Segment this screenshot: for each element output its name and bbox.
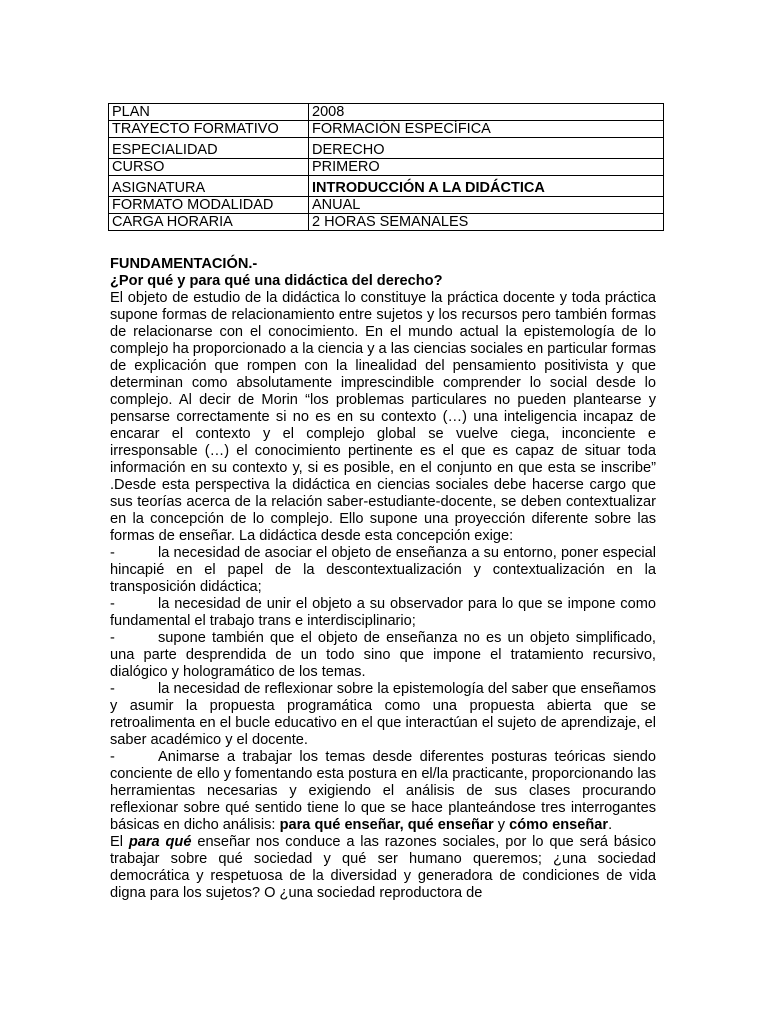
list-item [110,545,656,596]
closing-paragraph [110,834,656,902]
item-end-period: . [608,817,613,833]
table-row [109,214,664,231]
table-row [109,159,664,176]
plan-value: 2008 [309,104,664,121]
curso-label: CURSO [109,159,309,176]
table-row [109,121,664,138]
fundamentacion-section [110,256,656,902]
especialidad-label: ESPECIALIDAD [109,138,309,159]
course-info-table [108,103,664,231]
connector-text: y [497,817,506,833]
formato-value: ANUAL [309,197,664,214]
table-row [109,197,664,214]
emphasis-como-enseñar: cómo enseñar [509,817,609,833]
table-row [109,176,664,197]
section-heading: FUNDAMENTACIÓN.- [110,256,258,272]
list-item [110,749,656,834]
carga-value: 2 HORAS SEMANALES [309,214,664,231]
list-item-text: supone también que el objeto de enseñanza no es un objeto simplificado, una parte desprendida de un todo sino que impone el tratamiento recursivo, dialógico y hologramático de los temas. [110,630,656,680]
asignatura-label: ASIGNATURA [109,176,309,197]
bullet-dash: - [110,596,115,612]
plan-label: PLAN [109,104,309,121]
list-item-text: la necesidad de unir el objeto a su observador para lo que se impone como fundamental el trabajo trans e interdisciplinario; [110,596,656,629]
list-item-text: la necesidad de asociar el objeto de enseñanza a su entorno, poner especial hincapié en el papel de la descontextualización y contextualización en la transposición didáctica; [110,545,656,595]
closing-start: El [110,834,123,850]
list-item [110,630,656,681]
asignatura-value: INTRODUCCIÓN A LA DIDÁCTICA [309,176,664,197]
especialidad-value: DERECHO [309,138,664,159]
curso-value: PRIMERO [309,159,664,176]
list-item [110,596,656,630]
trayecto-value: FORMACIÓN ESPECÍFICA [309,121,664,138]
bullet-dash: - [110,545,115,561]
closing-text: enseñar nos conduce a las razones sociales, por lo que será básico trabajar sobre qué sociedad y qué ser humano queremos; ¿una sociedad democrática y respetuosa de la diversidad y generadora de condiciones de vida digna para los sujetos? O ¿una sociedad reproductora de [110,834,656,901]
list-item-text: Animarse a trabajar los temas desde diferentes posturas teóricas siendo conciente de ello y fomentando esta postura en el/la practicante, proporcionando las herramientas necesarias y exigiendo el análisis de sus clases procurando reflexionar sobre qué sentido tiene lo que se hace planteándose tres interrogantes básicas en dicho análisis: [110,749,656,833]
emphasis-para-que: para qué [128,834,192,850]
trayecto-label: TRAYECTO FORMATIVO [109,121,309,138]
carga-label: CARGA HORARIA [109,214,309,231]
intro-paragraph: El objeto de estudio de la didáctica lo constituye la práctica docente y toda práctica supone formas de relacionamiento entre sujetos y los recursos pero también formas de relacionarse con el conocimiento. En el mundo actual la epistemología de lo complejo ha proporcionado a la ciencia y a las ciencias sociales en particular formas de explicación que rompen con la linealidad del pensamiento positivista y que determinan como absolutamente imprescindible comprender lo social desde lo complejo. Al decir de Morin “los problemas particulares no pueden plantearse y pensarse correctamente si no es en su contexto (…) una inteligencia incapaz de encarar el contexto y el complejo global se vuelve ciega, inconciente e irresponsable (…) el conocimiento pertinente es el que es capaz de situar toda información en su contexto y, si es posible, en el conjunto en que esta se inscribe” .Desde esta perspectiva la didáctica en ciencias sociales debe hacerse cargo que sus teorías acerca de la relación saber-estudiante-docente, se deben contextualizar en la concepción de lo complejo. Ello supone una proyección diferente sobre las formas de enseñar. La didáctica desde esta concepción exige: [110,290,656,544]
table-row [109,104,664,121]
list-item [110,681,656,749]
emphasis-para-que-enseñar: para qué enseñar, qué enseñar [279,817,494,833]
list-item-text: la necesidad de reflexionar sobre la epistemología del saber que enseñamos y asumir la propuesta programática como una propuesta abierta que se retroalimenta en el bucle educativo en el que interactúan el sujeto de aprendizaje, el saber académico y el docente. [110,681,656,748]
formato-label: FORMATO MODALIDAD [109,197,309,214]
bullet-dash: - [110,681,115,697]
table-row [109,138,664,159]
section-subheading: ¿Por qué y para qué una didáctica del derecho? [110,273,443,289]
bullet-dash: - [110,749,115,765]
bullet-dash: - [110,630,115,646]
